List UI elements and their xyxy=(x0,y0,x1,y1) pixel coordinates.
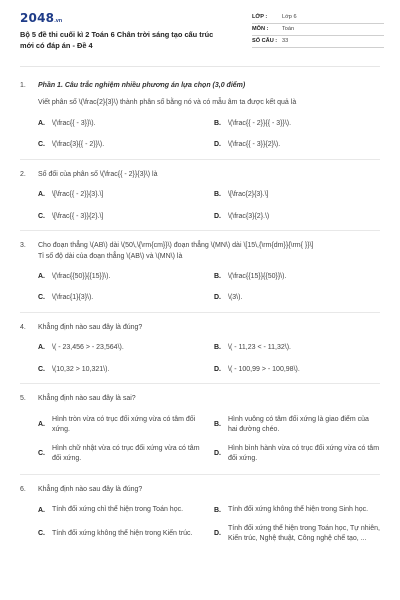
option-key: D. xyxy=(214,141,221,149)
option-a[interactable] xyxy=(38,415,204,436)
question-1 xyxy=(20,66,380,160)
option-text: \(\frac{3}{{ - 2}}\). xyxy=(52,141,105,149)
part-heading xyxy=(20,66,380,90)
option-b[interactable] xyxy=(214,505,380,516)
option-text: \(3\). xyxy=(228,294,243,302)
option-key: A. xyxy=(38,191,45,199)
question-line xyxy=(20,241,380,250)
question-text: Số đối của phân số \(\frac{{ - 2}}{3}\) là xyxy=(38,170,158,178)
option-text: \( - 11,23 < - 11,32\). xyxy=(228,344,291,352)
option-b[interactable] xyxy=(214,119,380,128)
option-text: \(10,32 > 10,321\). xyxy=(52,365,110,373)
question-number: 4. xyxy=(20,323,26,331)
option-d[interactable] xyxy=(214,212,380,221)
page-header xyxy=(0,0,400,66)
option-text: \(\frac{{ - 3}}\). xyxy=(52,119,96,127)
option-text: \[\frac{{ - 3}}{2}.\] xyxy=(52,212,104,220)
option-key: C. xyxy=(38,212,45,220)
option-text: Hình tròn vừa có trục đối xứng vừa có tâm đối xứng. xyxy=(52,415,196,434)
question-5 xyxy=(20,384,380,474)
question-line xyxy=(20,485,380,494)
question-line xyxy=(20,170,380,179)
option-d[interactable] xyxy=(214,140,380,149)
option-text: Hình chữ nhật vừa có trục đối xứng vừa có tâm đối xứng. xyxy=(52,444,200,463)
logo-suffix: .vn xyxy=(54,18,63,24)
option-key: A. xyxy=(38,119,45,127)
meta-row-subject xyxy=(252,24,384,36)
question-subtext: Tỉ số độ dài của đoạn thẳng \(AB\) và \(MN\) là xyxy=(38,252,183,260)
option-c[interactable] xyxy=(38,212,204,221)
option-d[interactable] xyxy=(214,365,380,374)
option-text: \[\frac{2}{3}.\] xyxy=(228,191,269,199)
option-text: \(\frac{{15}}{{50}}\). xyxy=(228,272,287,280)
option-text: \(\frac{{ - 3}}{2}\). xyxy=(228,141,281,149)
option-key: D. xyxy=(214,212,221,220)
question-number: 3. xyxy=(20,242,26,250)
question-text: Cho đoạn thẳng \(AB\) dài \(50\,\{\rm{cm}}\) đoạn thẳng \(MN\) dài \[15\,{\rm{dm}}{\rm{ }}\] xyxy=(38,242,314,250)
option-text: \(\frac{{50}}{{15}}\). xyxy=(52,272,111,280)
option-c[interactable] xyxy=(38,444,204,465)
document-title: Bộ 5 đề thi cuối kì 2 Toán 6 Chân trời sáng tạo cấu trúc mới có đáp án - Đề 4 xyxy=(20,30,214,50)
option-c[interactable] xyxy=(38,293,204,302)
meta-row-count xyxy=(252,36,384,48)
question-4 xyxy=(20,313,380,384)
option-text: \[\frac{{ - 2}}{3}.\] xyxy=(52,191,104,199)
option-key: A. xyxy=(38,421,45,429)
option-a[interactable] xyxy=(38,190,204,199)
option-text: Tính đối xứng không thể hiện trong Kiến trúc. xyxy=(52,529,193,537)
answer-options xyxy=(20,415,380,465)
option-key: D. xyxy=(214,450,221,458)
meta-value: 33 xyxy=(282,37,289,44)
option-text: \(\frac{3}{2}.\) xyxy=(228,212,270,220)
option-key: B. xyxy=(214,272,221,280)
option-key: C. xyxy=(38,530,45,538)
option-a[interactable] xyxy=(38,505,204,516)
question-2 xyxy=(20,160,380,231)
question-text: Khẳng định nào sau đây là đúng? xyxy=(38,323,143,331)
meta-value: Lớp 6 xyxy=(282,13,297,20)
option-a[interactable] xyxy=(38,272,204,281)
question-line xyxy=(20,323,380,332)
option-key: C. xyxy=(38,450,45,458)
option-key: B. xyxy=(214,344,221,352)
answer-options xyxy=(20,119,380,150)
option-text: \(\frac{{ - 2}}{{ - 3}}\). xyxy=(228,119,292,127)
option-text: \( - 100,99 > - 100,98\). xyxy=(228,365,300,373)
option-a[interactable] xyxy=(38,343,204,352)
option-text: Tính đối xứng thể hiện trong Toán học, Tự nhiên, Kiến trúc, Nghệ thuật, Công nghệ chế tạo, ... xyxy=(228,524,380,542)
option-text: Hình vuông có tâm đối xứng là giao điểm của hai đường chéo. xyxy=(228,415,369,434)
question-number: 2. xyxy=(20,170,26,178)
option-text: Tính đối xứng chỉ thể hiện trong Toán học. xyxy=(52,506,184,513)
question-text: Khẳng định nào sau đây là đúng? xyxy=(38,485,143,493)
answer-options xyxy=(20,190,380,221)
question-number: 5. xyxy=(20,395,26,403)
option-key: B. xyxy=(214,191,221,199)
answer-options xyxy=(20,272,380,303)
question-number: 1. xyxy=(20,82,26,89)
question-line xyxy=(20,394,380,403)
question-list xyxy=(0,66,400,545)
option-c[interactable] xyxy=(38,524,204,545)
option-key: B. xyxy=(214,506,221,514)
option-key: B. xyxy=(214,119,221,127)
option-key: C. xyxy=(38,365,45,373)
question-text: Khẳng định nào sau đây là sai? xyxy=(38,395,136,403)
option-key: A. xyxy=(38,506,45,514)
option-text: Hình bình hành vừa có trục đối xứng vừa có tâm đối xứng. xyxy=(228,444,380,463)
option-text: \(\frac{1}{3}\). xyxy=(52,294,94,302)
option-c[interactable] xyxy=(38,365,204,374)
meta-label: LỚP : xyxy=(252,13,268,20)
option-key: A. xyxy=(38,344,45,352)
option-b[interactable] xyxy=(214,343,380,352)
answer-options xyxy=(20,343,380,374)
option-c[interactable] xyxy=(38,140,204,149)
option-key: A. xyxy=(38,272,45,280)
option-d[interactable] xyxy=(214,293,380,302)
option-key: D. xyxy=(214,294,221,302)
option-b[interactable] xyxy=(214,415,380,436)
option-key: B. xyxy=(214,421,221,429)
question-6 xyxy=(20,475,380,545)
option-a[interactable] xyxy=(38,119,204,128)
option-text: Tính đối xứng không thể hiện trong Sinh học. xyxy=(228,506,369,513)
meta-value: Toán xyxy=(282,25,295,32)
part-title: Phần 1. Câu trắc nghiệm nhiều phương án lựa chọn (3,0 điểm) xyxy=(38,82,246,89)
option-key: D. xyxy=(214,530,221,538)
meta-label: SỐ CÂU : xyxy=(252,37,278,44)
option-key: D. xyxy=(214,365,221,373)
meta-panel xyxy=(252,12,384,48)
question-3 xyxy=(20,231,380,313)
logo-text: 2048 xyxy=(20,11,55,25)
answer-options xyxy=(20,505,380,545)
option-key: C. xyxy=(38,141,45,149)
option-text: \( - 23,456 > - 23,564\). xyxy=(52,344,124,352)
option-b[interactable] xyxy=(214,272,380,281)
option-d[interactable] xyxy=(214,524,380,545)
meta-label: MÔN : xyxy=(252,25,269,32)
meta-row-grade xyxy=(252,12,384,24)
option-key: C. xyxy=(38,294,45,302)
option-b[interactable] xyxy=(214,190,380,199)
question-text: Viết phân số \(\frac{2}{3}\) thành phân số bằng nó và có mẫu âm ta được kết quả là xyxy=(38,99,297,107)
question-number: 6. xyxy=(20,485,26,493)
option-d[interactable] xyxy=(214,444,380,465)
